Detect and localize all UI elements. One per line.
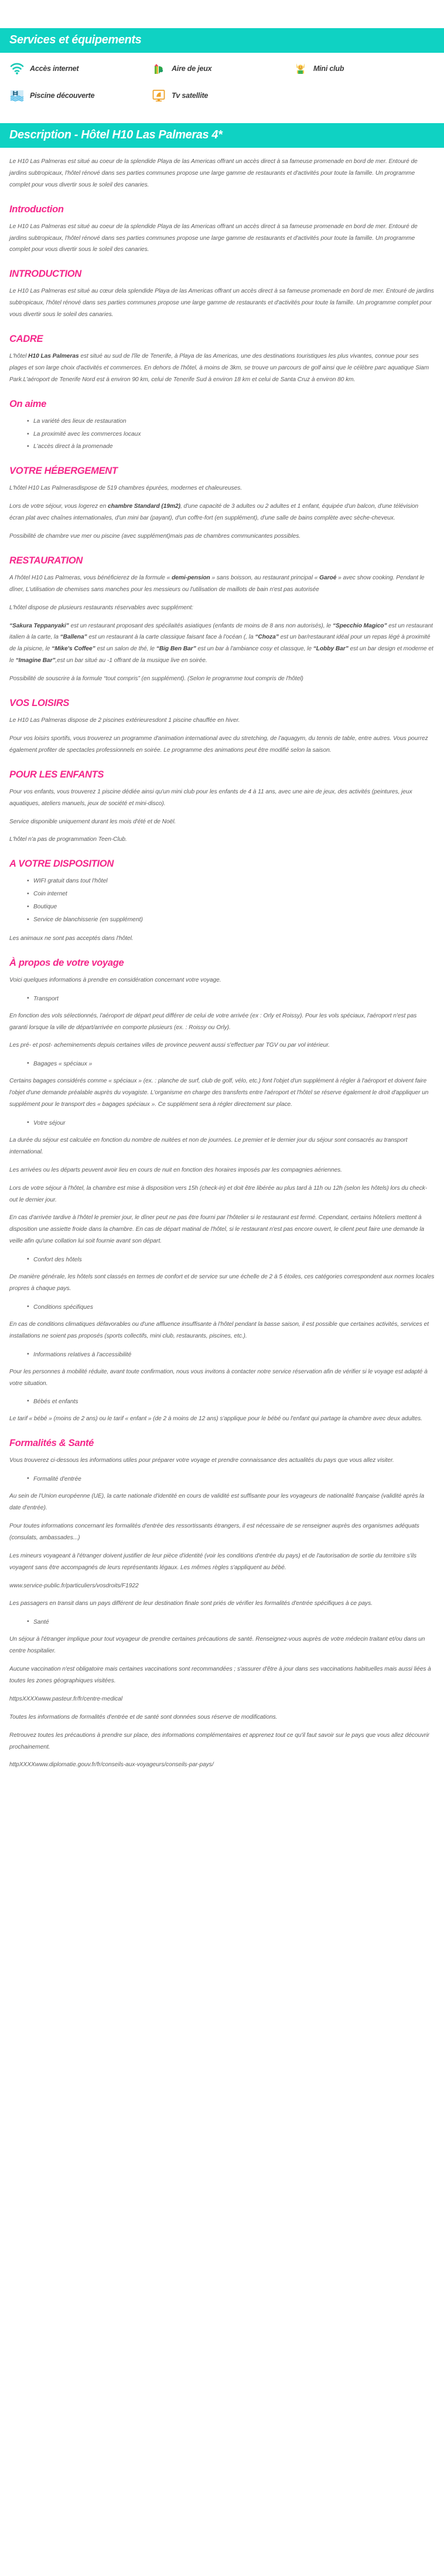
restaurant-text: est un bar design et moderne et le — [9, 646, 433, 664]
restaurant-name: “Lobby Bar” — [313, 646, 349, 653]
formalites-paragraph: Au sein de l'Union européenne (UE), la carte nationale d'identité en cours de validité est suffisante pour les voyageurs de nationalité française (validité après la date d'entrée). — [9, 1493, 425, 1512]
formalites-paragraph: Aucune vaccination n'est obligatoire mais certaines vaccinations sont recommandées ; s'assurer d'être à jour dans ses vaccinations habituelles mais aussi liées à toutes les zones géographiques visitées. — [9, 1666, 431, 1685]
voyage-intro: Voici quelques informations à prendre en considération concernant votre voyage. — [9, 976, 221, 983]
voyage-paragraph: De manière générale, les hôtels sont classés en termes de confort et de service sur une échelle de 2 à 5 étoiles, ces catégories correspondent aux normes locales propres à chaque pays. — [9, 1274, 435, 1292]
introduction-paragraph: Le H10 Las Palmeras est situé au coeur de la splendide Playa de las Americas offrant un accès direct à sa fameuse promenade en bord de mer. Entouré de jardins subtropicaux, l'hôtel rénové dans ses parties communes propose une large gamme de restaurants et d'activités pour toute la famille. Un programme complet pour vous divertir sous le soleil des canaries. — [9, 223, 418, 253]
restaurant-name: “Choza” — [255, 634, 279, 641]
cadre-text-c: est situé au sud de l'île de Tenerife, à Playa de las Americas, une des destinations touristiques les plus vivantes, connue pour ses plages et son large choix d'activités et commerces. En dehors de l'hôtel, à moins de 3km, se trouve un parcours de golf ainsi que le célèbre parc aquatique Siam Park.L'aéroport de Tenerife Nord est à environ 90 km, celui de Tenerife Sud à environ 18 km et celui de Santa Cruz à environ 80 km. — [9, 353, 429, 383]
voyage-paragraph: Les pré- et post- acheminements depuis certaines villes de province peuvent aussi s'effectuer par TGV ou par vol intérieur. — [9, 1042, 330, 1049]
heading-introduction-upper: INTRODUCTION — [9, 269, 81, 280]
voyage-paragraph: Pour les personnes à mobilité réduite, avant toute confirmation, nous vous invitons à contacter notre service réservation afin de vérifier si le voyage est adapté à votre situation. — [9, 1368, 428, 1387]
restaurant-name: “Imagine Bar” — [15, 657, 56, 664]
enfants-paragraph-3: L'hôtel n'a pas de programmation Teen-Club. — [9, 836, 127, 843]
restauration-paragraph-4: Possibilité de souscrire à la formule “tout compris” (en supplément). (Selon le programme tout compris de l'hôtel) — [9, 676, 303, 683]
restaurant-text: est un restaurant italien à la carte, la — [9, 622, 433, 641]
heading-on-aime: On aime — [9, 398, 47, 409]
restaurant-text: ,est un bar situé au -1 offrant de la musique live en soirée. — [55, 657, 207, 664]
voyage-paragraph: Lors de votre séjour à l'hôtel, la chambre est mise à disposition vers 15h (check-in) et doit être libérée au plus tard à 11h ou 12h (selon les hôtels) lors du check-out le dernier jour. — [9, 1185, 428, 1203]
section-gap — [0, 118, 444, 123]
on-aime-list — [9, 416, 435, 453]
heading-loisirs: VOS LOISIRS — [9, 698, 70, 709]
formalites-paragraph: Un séjour à l'étranger implique pour tout voyageur de prendre certaines précautions de santé. Renseignez-vous auprès de votre médecin traitant et/ou dans un centre hospitalier. — [9, 1636, 425, 1655]
description-intro-paragraph: Le H10 Las Palmeras est situé au coeur de la splendide Playa de las Americas offrant un accès direct à sa fameuse promenade en bord de mer. Entouré de jardins subtropicaux, l'hôtel rénové dans ses parties communes propose une large gamme de restaurants et d'activités pour toute la famille. Un programme complet pour vous divertir sous le soleil des canaries. — [9, 158, 418, 188]
introduction-upper-paragraph: Le H10 Las Palmeras est situé au cœur dela splendide Playa de las Americas offrant un accès direct à sa fameuse promenade en bord de mer. Entouré de jardins subtropicaux, l'hôtel rénové dans ses parties communes propose une large gamme de restaurants et d'activités pour toute la famille. Un programme complet pour vous divertir sous le soleil des canaries. — [9, 288, 434, 318]
voyage-paragraph: La durée du séjour est calculée en fonction du nombre de nuitées et non de journées. Le premier et le dernier jour du séjour sont consacrés au transport international. — [9, 1136, 408, 1155]
heading-cadre: CADRE — [9, 334, 43, 345]
list-item: • WIFI gratuit dans tout l'hôtel — [27, 875, 435, 887]
enfants-paragraph-2: Service disponible uniquement durant les mois d'été et de Noël. — [9, 818, 176, 825]
loisirs-paragraph-2: Pour vos loisirs sportifs, vous trouverez un programme d'animation international avec du stretching, de l'aquagym, du tennis de table, entre autres. Vous pourrez également profiter de spectacles professionnels en soirée. Le programme des animations peut être modifié selon la saison. — [9, 735, 428, 754]
service-label: Piscine découverte — [30, 91, 95, 100]
formalites-paragraph: httpXXXXwww.diplomatie.gouv.fr/fr/conseils-aux-voyageurs/conseils-par-pays/ — [9, 1762, 214, 1769]
formalites-bullet-label: • Formalité d'entrée — [27, 1476, 435, 1482]
voyage-blocks — [9, 996, 435, 1426]
restaurant-text: est un salon de thé, le — [95, 646, 156, 653]
voyage-bullet-label: • Bébés et enfants — [27, 1399, 435, 1405]
heading-voyage: À propos de votre voyage — [9, 957, 124, 968]
board-type: demi-pension — [172, 574, 210, 581]
formalites-blocks — [9, 1476, 435, 1771]
cadre-text-a: L'hôtel — [9, 353, 29, 360]
voyage-paragraph: En cas de conditions climatiques défavorables ou d'une affluence insuffisante à l'hôtel pendant la basse saison, il est possible que certaines activités, services et installations ne soient pas proposés (sports collectifs, mini club, restaurants, piscines, etc.). — [9, 1321, 429, 1339]
description-banner-title: Description - Hôtel H10 Las Palmeras 4* — [0, 123, 444, 148]
restauration-paragraph-1 — [9, 572, 435, 596]
restauration-text-a: A l'hôtel H10 Las Palmeras, vous bénéficierez de la formule « — [9, 574, 172, 581]
cadre-paragraph — [9, 351, 435, 386]
restauration-paragraph-2: L'hôtel dispose de plusieurs restaurants réservables avec supplément: — [9, 604, 193, 611]
loisirs-paragraph-1: Le H10 Las Palmeras dispose de 2 piscines extérieuresdont 1 piscine chauffée en hiver. — [9, 717, 240, 724]
disposition-note: Les animaux ne sont pas acceptés dans l'hôtel. — [9, 935, 134, 942]
playground-icon — [151, 61, 166, 76]
restaurant-name: “Ballena” — [60, 634, 87, 641]
description-content — [0, 156, 444, 1791]
voyage-paragraph: En fonction des vols sélectionnés, l'aéroport de départ peut différer de celui de votre arrivée (ex : Orly et Roissy). Pour les vols spéciaux, l'aéroport n'est pas garanti lorsque la ville de départ/arrivée en comporte plusieurs (ex. : Roissy ou Orly). — [9, 1012, 417, 1031]
restauration-text-e: » avec show cooking. Pendant le dîner, L'utilisation de chemises sans manches pour les messieurs ou l'utilisation de maillots de bain n'est pas autorisée — [9, 574, 425, 593]
restaurant-name: “Sakura Teppanyaki” — [9, 622, 69, 629]
top-spacer — [0, 0, 444, 28]
formalites-paragraph: Les mineurs voyageant à l'étranger doivent justifier de leur pièce d'identité (voir les conditions d'entrée du pays) et de l'autorisation de sortie du territoire s'ils voyagent sans être accompagnés de leurs représentants légaux. Les mêmes règles s'appliquent au bébé. — [9, 1552, 417, 1571]
voyage-paragraph: En cas d'arrivée tardive à l'hôtel le premier jour, le dîner peut ne pas être fourni par l'hôtelier si le restaurant est fermé. Cependant, certains hôteliers mettent à disposition une assiette froide dans la chambre. En cas de départ matinal de l'hôtel, si le restaurant n'est pas encore ouvert, le client peut faire une demande la veille afin qu'une collation lui soit fournie avant son départ. — [9, 1214, 425, 1245]
restaurant-text: est un bar/restaurant idéal pour un repas légé à proximité de la pisicne, le — [9, 634, 431, 653]
heading-disposition: A VOTRE DISPOSITION — [9, 858, 114, 870]
service-item-pool — [9, 88, 151, 103]
satellite-tv-icon — [151, 88, 166, 103]
service-label: Tv satellite — [171, 91, 209, 100]
list-item: • La variété des lieux de restauration — [27, 416, 435, 427]
restaurant-name: “Mike's Coffee” — [52, 646, 95, 653]
hebergement-text-a: Lors de votre séjour, vous logerez en — [9, 503, 108, 510]
heading-formalites: Formalités & Santé — [9, 1438, 94, 1449]
services-banner-title: Services et équipements — [0, 28, 444, 53]
service-item-mini-club — [293, 61, 435, 76]
list-item: • Coin internet — [27, 888, 435, 900]
heading-restauration: RESTAURATION — [9, 555, 83, 566]
formalites-paragraph: Retrouvez toutes les précautions à prendre sur place, des informations complémentaires et apprenez tout ce qu'il faut savoir sur le pays que vous allez découvrir prochainement. — [9, 1732, 430, 1750]
voyage-bullet-label: • Conditions spécifiques — [27, 1304, 435, 1311]
restaurant-text: est un bar à l'ambiance cosy et classque, le — [196, 646, 313, 653]
hebergement-paragraph-1: L'hôtel H10 Las Palmerasdispose de 519 chambres épurées, modernes et chaleureuses. — [9, 485, 243, 492]
service-item-satellite-tv — [151, 88, 293, 103]
restauration-text-c: » sans boisson, au restaurant principal « — [210, 574, 320, 581]
restaurant-list-paragraph — [9, 620, 435, 667]
formalites-paragraph: Pour toutes informations concernant les formalités d'entrée des ressortissants étrangers, il est nécessaire de se renseigner auprès des organismes adéquats (consulats, ambassades...) — [9, 1523, 419, 1541]
services-grid — [0, 53, 444, 118]
voyage-paragraph: Certains bagages considérés comme « spéciaux » (ex. : planche de surf, club de golf, vélo, etc.) font l'objet d'un supplément à régler à l'aéroport et doivent faire l'objet d'une demande préalable auprès du voyagiste. L'organisme en charge des transferts entre l'aéroport et l'hôtel se réserve également le droit d'appliquer un supplément pour le transport des « bagages spéciaux ». Ce supplément sera à régler directement sur place. — [9, 1078, 429, 1108]
formalites-intro: Vous trouverez ci-dessous les informations utiles pour préparer votre voyage et prendre connaissance des actualités du pays que vous allez visiter. — [9, 1457, 394, 1464]
cadre-hotel-name: H10 Las Palmeras — [28, 353, 79, 360]
service-label: Accès internet — [30, 65, 79, 73]
swimming-pool-icon — [9, 88, 25, 103]
hebergement-paragraph-3: Possibilité de chambre vue mer ou piscine (avec supplément)mais pas de chambres communicantes possibles. — [9, 533, 301, 540]
hebergement-text-c: , d'une capacité de 3 adultes ou 2 adultes et 1 enfant, équipée d'un balcon, d'une télévision écran plat avec chaînes internationales, d'un mini bar (payant), d'un coffre-fort (en supplément), d'une salle de bains complète avec sèche-cheveux. — [9, 503, 419, 522]
service-label: Aire de jeux — [171, 65, 212, 73]
list-item: • L'accès direct à la promenade — [27, 441, 435, 453]
restaurant-text: est un restaurant proposant des spécilaités asiatiques (enfants de moins de 8 ans non autorisés), le — [69, 622, 333, 629]
room-type: chambre Standard (19m2) — [108, 503, 180, 510]
mini-club-icon — [293, 61, 308, 76]
formalites-paragraph: Toutes les informations de formalités d'entrée et de santé sont données sous réserve de modifications. — [9, 1713, 278, 1720]
voyage-bullet-label: • Informations relatives à l'accessibilité — [27, 1352, 435, 1358]
formalites-bullet-label: • Santé — [27, 1619, 435, 1625]
enfants-paragraph-1: Pour vos enfants, vous trouverez 1 piscine dédiée ainsi qu'un mini club pour les enfants de 4 à 11 ans, avec une aire de jeux, des activités (peintures, jeux aquatiques, ateliers manuels, jeux de société et mini-disco). — [9, 788, 412, 807]
voyage-paragraph: Les arrivées ou les départs peuvent avoir lieu en cours de nuit en fonction des horaires imposés par les compagnies aériennes. — [9, 1166, 342, 1173]
voyage-bullet-label: • Votre séjour — [27, 1120, 435, 1126]
service-label: Mini club — [313, 65, 344, 73]
heading-enfants: POUR LES ENFANTS — [9, 769, 104, 780]
disposition-list — [9, 875, 435, 926]
service-item-internet — [9, 61, 151, 76]
restaurant-name: “Specchio Magico” — [332, 622, 387, 629]
wifi-icon — [9, 61, 25, 76]
main-restaurant-name: Garoé — [319, 574, 337, 581]
heading-introduction: Introduction — [9, 203, 64, 215]
restaurant-text: est un restaurant à la carte classique faisant face à l'océan (, la — [87, 634, 255, 641]
formalites-paragraph: Les passagers en transit dans un pays différent de leur destination finale sont priés de vérifier les formalités d'entrée spécifiques à ce pays. — [9, 1600, 373, 1607]
heading-hebergement: VOTRE HÉBERGEMENT — [9, 466, 118, 477]
formalites-paragraph: www.service-public.fr/particuliers/vosdroits/F1922 — [9, 1582, 139, 1589]
voyage-bullet-label: • Bagages « spéciaux » — [27, 1061, 435, 1067]
list-item: • Boutique — [27, 901, 435, 913]
voyage-bullet-label: • Transport — [27, 996, 435, 1002]
list-item: • La proximité avec les commerces locaux — [27, 429, 435, 440]
voyage-bullet-label: • Confort des hôtels — [27, 1257, 435, 1263]
list-item: • Service de blanchisserie (en supplément) — [27, 914, 435, 926]
voyage-paragraph: Le tarif « bébé » (moins de 2 ans) ou le tarif « enfant » (de 2 à moins de 12 ans) s'applique pour le bébé ou l'enfant qui partage la chambre avec deux adultes. — [9, 1416, 422, 1423]
hebergement-paragraph-2 — [9, 501, 435, 524]
formalites-paragraph: httpsXXXXwww.pasteur.fr/fr/centre-medical — [9, 1695, 122, 1702]
restaurant-name: “Big Ben Bar” — [156, 646, 196, 653]
service-item-playground — [151, 61, 293, 76]
